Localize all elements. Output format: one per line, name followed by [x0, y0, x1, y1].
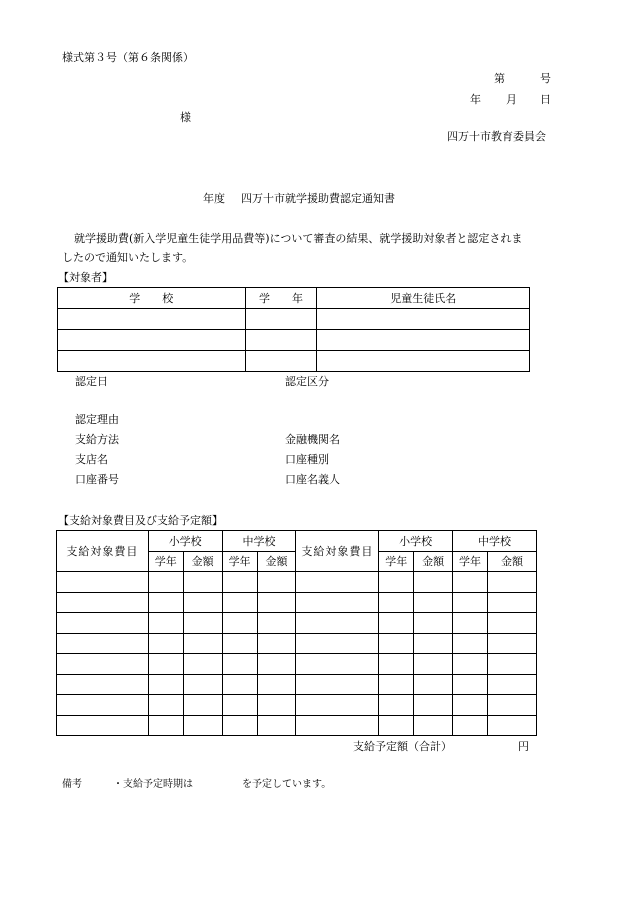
cell-name[interactable]	[317, 330, 530, 351]
payment-cell[interactable]	[257, 592, 296, 613]
payment-cell[interactable]	[183, 695, 222, 716]
payment-cell[interactable]	[453, 633, 488, 654]
payment-cell[interactable]	[488, 633, 537, 654]
table-row	[58, 351, 530, 372]
payment-cell[interactable]	[57, 592, 149, 613]
payment-cell[interactable]	[296, 715, 379, 736]
payment-cell[interactable]	[296, 654, 379, 675]
col-amount: 金額	[414, 551, 453, 572]
cell-name[interactable]	[317, 309, 530, 330]
payment-cell[interactable]	[57, 654, 149, 675]
payments-label: 【支給対象費目及び支給予定額】	[58, 514, 223, 527]
cell-name[interactable]	[317, 351, 530, 372]
payment-cell[interactable]	[453, 613, 488, 634]
payment-cell[interactable]	[488, 654, 537, 675]
col-grade: 学 年	[245, 288, 317, 309]
payment-cell[interactable]	[488, 674, 537, 695]
col-elementary-right: 小学校	[379, 531, 453, 552]
date-day: 日	[540, 93, 551, 106]
table-row	[57, 572, 537, 593]
recipients-label: 【対象者】	[58, 271, 113, 284]
payment-cell[interactable]	[257, 613, 296, 634]
payment-cell[interactable]	[414, 654, 453, 675]
col-item-left: 支給対象費目	[57, 531, 149, 572]
payment-cell[interactable]	[57, 674, 149, 695]
table-row	[58, 330, 530, 351]
payment-cell[interactable]	[257, 695, 296, 716]
payment-cell[interactable]	[379, 633, 414, 654]
payment-cell[interactable]	[222, 592, 257, 613]
table-row	[57, 715, 537, 736]
bank-name-label: 金融機関名	[285, 433, 340, 446]
payment-cell[interactable]	[57, 695, 149, 716]
payment-cell[interactable]	[222, 695, 257, 716]
payment-cell[interactable]	[453, 572, 488, 593]
account-holder-label: 口座名義人	[285, 473, 340, 486]
col-amount: 金額	[257, 551, 296, 572]
col-grade: 学年	[148, 551, 183, 572]
payment-cell[interactable]	[57, 613, 149, 634]
payment-cell[interactable]	[148, 674, 183, 695]
col-school: 学 校	[58, 288, 246, 309]
payment-cell[interactable]	[222, 654, 257, 675]
col-junior-left: 中学校	[222, 531, 296, 552]
payment-cell[interactable]	[183, 592, 222, 613]
payment-cell[interactable]	[488, 715, 537, 736]
recipients-table	[57, 287, 530, 372]
issuer: 四万十市教育委員会	[447, 130, 546, 143]
payment-cell[interactable]	[148, 654, 183, 675]
payment-cell[interactable]	[222, 633, 257, 654]
payment-cell[interactable]	[453, 654, 488, 675]
date-year: 年	[470, 93, 481, 106]
payment-cell[interactable]	[57, 572, 149, 593]
payment-cell[interactable]	[57, 633, 149, 654]
cell-grade[interactable]	[245, 351, 317, 372]
table-row	[58, 309, 530, 330]
table-row	[57, 654, 537, 675]
payment-cell[interactable]	[296, 674, 379, 695]
payment-cell[interactable]	[379, 674, 414, 695]
payment-cell[interactable]	[296, 695, 379, 716]
col-grade: 学年	[379, 551, 414, 572]
payment-cell[interactable]	[379, 613, 414, 634]
payment-cell[interactable]	[488, 592, 537, 613]
payment-cell[interactable]	[257, 633, 296, 654]
col-item-right: 支給対象費目	[296, 531, 379, 572]
payments-header-row-1	[57, 531, 537, 552]
total-label: 支給予定額（合計）	[353, 740, 452, 753]
payment-cell[interactable]	[148, 572, 183, 593]
payment-cell[interactable]	[379, 572, 414, 593]
col-elementary-left: 小学校	[148, 531, 222, 552]
payment-cell[interactable]	[296, 592, 379, 613]
notes-bullet: ・支給予定時期は	[113, 779, 193, 790]
payment-cell[interactable]	[296, 633, 379, 654]
cert-date-label: 認定日	[75, 375, 108, 388]
payment-cell[interactable]	[257, 654, 296, 675]
doc-no-prefix: 第	[494, 72, 505, 85]
payment-cell[interactable]	[414, 633, 453, 654]
payment-cell[interactable]	[414, 695, 453, 716]
page-title: 四万十市就学援助費認定通知書	[241, 192, 395, 205]
col-grade: 学年	[453, 551, 488, 572]
payment-cell[interactable]	[379, 695, 414, 716]
cert-reason-label: 認定理由	[75, 413, 119, 426]
table-row	[57, 592, 537, 613]
branch-name-label: 支店名	[75, 453, 108, 466]
payment-cell[interactable]	[453, 674, 488, 695]
account-type-label: 口座種別	[285, 453, 329, 466]
payment-cell[interactable]	[379, 592, 414, 613]
payment-cell[interactable]	[148, 715, 183, 736]
col-junior-right: 中学校	[453, 531, 537, 552]
cell-school[interactable]	[58, 351, 246, 372]
table-row	[57, 674, 537, 695]
total-unit: 円	[518, 740, 529, 753]
payment-cell[interactable]	[488, 572, 537, 593]
table-row	[57, 613, 537, 634]
col-grade: 学年	[222, 551, 257, 572]
payment-cell[interactable]	[57, 715, 149, 736]
payment-cell[interactable]	[257, 715, 296, 736]
col-amount: 金額	[488, 551, 537, 572]
payment-cell[interactable]	[148, 695, 183, 716]
payment-cell[interactable]	[183, 613, 222, 634]
title-year: 年度	[203, 192, 225, 205]
payment-cell[interactable]	[257, 674, 296, 695]
payment-cell[interactable]	[414, 613, 453, 634]
payment-cell[interactable]	[222, 715, 257, 736]
cell-school[interactable]	[58, 309, 246, 330]
notes-label: 備考	[62, 779, 82, 790]
payment-cell[interactable]	[148, 633, 183, 654]
date-month: 月	[506, 93, 517, 106]
col-student-name: 児童生徒氏名	[317, 288, 530, 309]
payment-cell[interactable]	[453, 592, 488, 613]
payment-cell[interactable]	[414, 572, 453, 593]
form-number: 様式第３号（第６条関係）	[62, 51, 194, 64]
payment-cell[interactable]	[148, 592, 183, 613]
payment-method-label: 支給方法	[75, 433, 119, 446]
payment-cell[interactable]	[488, 695, 537, 716]
payment-cell[interactable]	[222, 613, 257, 634]
payment-cell[interactable]	[379, 654, 414, 675]
notes-suffix: を予定しています。	[242, 779, 332, 790]
doc-no-suffix: 号	[540, 72, 551, 85]
payment-cell[interactable]	[183, 572, 222, 593]
table-row	[57, 695, 537, 716]
payment-cell[interactable]	[414, 715, 453, 736]
cell-grade[interactable]	[245, 330, 317, 351]
payment-cell[interactable]	[414, 592, 453, 613]
body-line-1: 就学援助費(新入学児童生徒学用品費等)について審査の結果、就学援助対象者と認定されま	[74, 232, 523, 245]
account-number-label: 口座番号	[75, 473, 119, 486]
payment-cell[interactable]	[222, 572, 257, 593]
table-row	[57, 633, 537, 654]
payment-cell[interactable]	[379, 715, 414, 736]
payment-cell[interactable]	[257, 572, 296, 593]
payment-cell[interactable]	[222, 674, 257, 695]
payment-cell[interactable]	[453, 715, 488, 736]
payment-cell[interactable]	[183, 654, 222, 675]
recipients-header-row	[58, 288, 530, 309]
cell-grade[interactable]	[245, 309, 317, 330]
payment-cell[interactable]	[453, 695, 488, 716]
payment-cell[interactable]	[296, 572, 379, 593]
payment-cell[interactable]	[414, 674, 453, 695]
col-amount: 金額	[183, 551, 222, 572]
body-line-2: したので通知いたします。	[62, 251, 194, 264]
cert-category-label: 認定区分	[285, 375, 329, 388]
payments-table	[56, 530, 537, 736]
payment-cell[interactable]	[148, 613, 183, 634]
cell-school[interactable]	[58, 330, 246, 351]
payment-cell[interactable]	[296, 613, 379, 634]
addressee-suffix: 様	[180, 111, 191, 124]
payment-cell[interactable]	[183, 674, 222, 695]
payment-cell[interactable]	[183, 715, 222, 736]
payment-cell[interactable]	[183, 633, 222, 654]
payment-cell[interactable]	[488, 613, 537, 634]
